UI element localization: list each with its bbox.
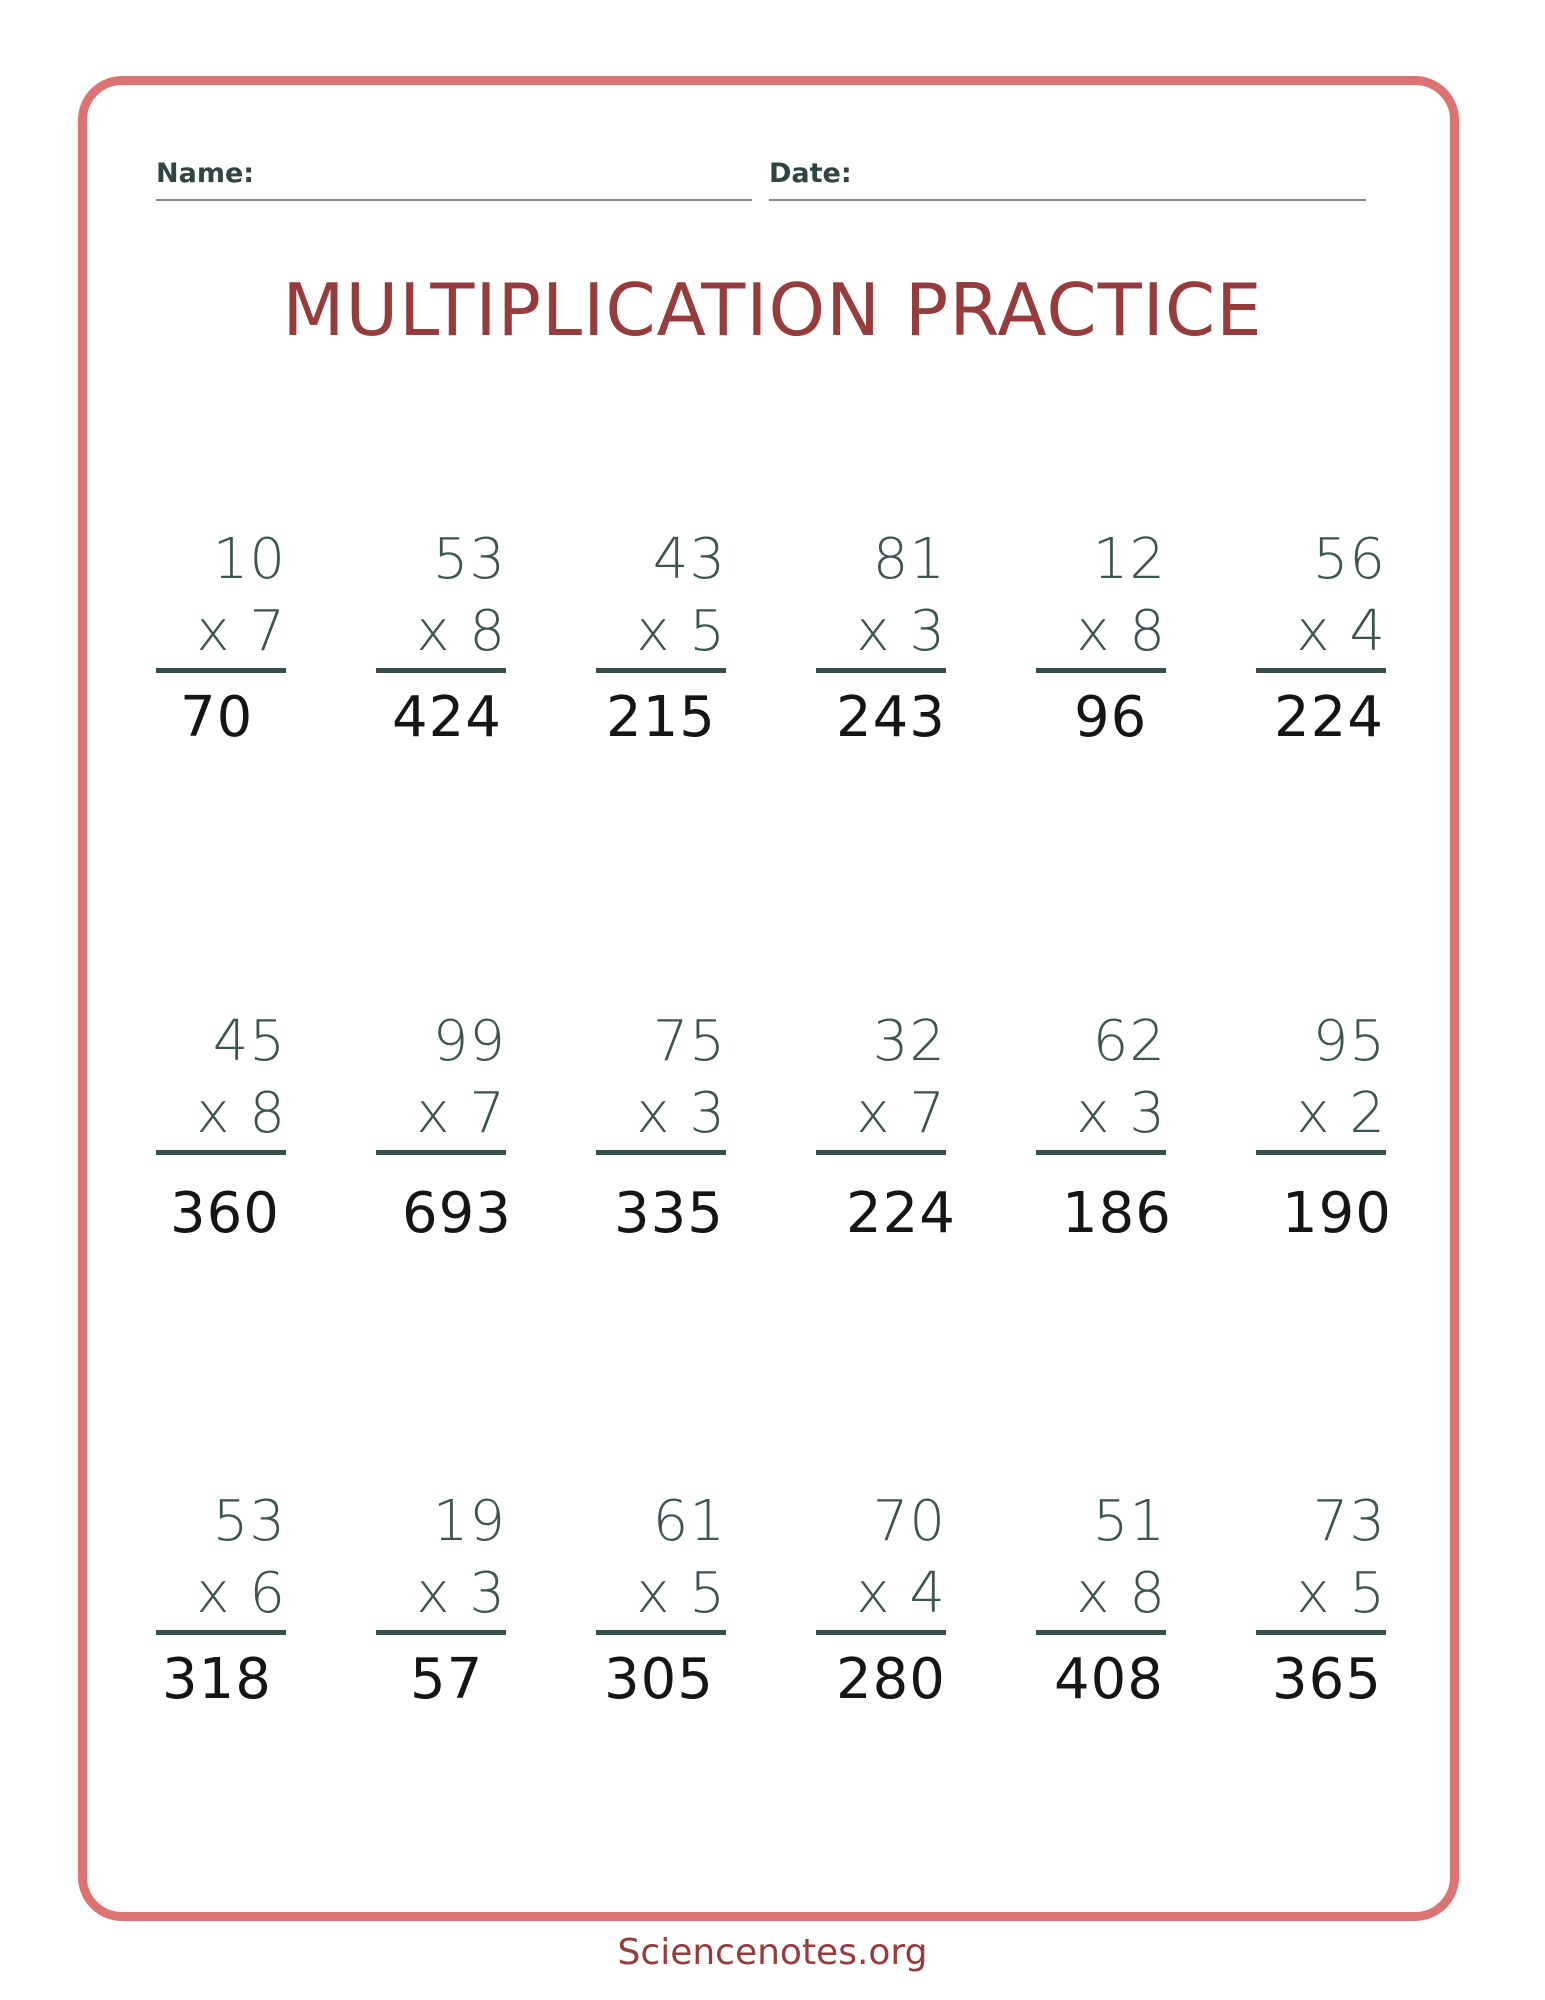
answer: 215: [606, 685, 716, 750]
multiplier: x 3: [636, 1081, 726, 1146]
problem-2-6: [1256, 1009, 1392, 1246]
multiplicand: 19: [432, 1489, 506, 1554]
multiplicand: 12: [1092, 527, 1166, 592]
multiplier: x 3: [856, 599, 946, 664]
multiplicand: 43: [652, 527, 726, 592]
answer-rule: [816, 1630, 946, 1635]
problem-1-1: [156, 527, 286, 762]
multiplier: x 2: [1296, 1081, 1386, 1146]
multiplier: x 8: [1076, 1561, 1166, 1626]
date-line[interactable]: [769, 199, 1366, 201]
problem-2-3: [596, 1009, 726, 1246]
multiplier: x 5: [636, 1561, 726, 1626]
answer: 224: [1274, 685, 1384, 750]
answer-rule: [376, 1150, 506, 1155]
answer: 305: [604, 1647, 714, 1712]
answer-rule: [156, 668, 286, 673]
footer-site-name: Sciencenotes.org: [617, 1932, 928, 1973]
multiplicand: 53: [212, 1489, 286, 1554]
answer-rule: [596, 668, 726, 673]
answer: 335: [614, 1181, 724, 1246]
answer: 408: [1054, 1647, 1164, 1712]
problem-3-1: [156, 1489, 286, 1724]
problem-2-4: [816, 1009, 956, 1246]
answer-rule: [376, 668, 506, 673]
multiplier: x 4: [856, 1561, 946, 1626]
problem-2-5: [1036, 1009, 1172, 1246]
multiplicand: 53: [432, 527, 506, 592]
multiplier: x 5: [1296, 1561, 1386, 1626]
multiplicand: 32: [872, 1009, 946, 1074]
problem-3-2: [376, 1489, 506, 1724]
multiplicand: 95: [1312, 1009, 1386, 1074]
multiplicand: 51: [1092, 1489, 1166, 1554]
answer-rule: [816, 668, 946, 673]
multiplicand: 45: [212, 1009, 286, 1074]
multiplicand: 56: [1312, 527, 1386, 592]
answer: 243: [836, 685, 946, 750]
answer: 96: [1074, 685, 1148, 750]
multiplicand: 73: [1312, 1489, 1386, 1554]
answer-rule: [1036, 668, 1166, 673]
problem-1-4: [816, 527, 946, 762]
answer: 365: [1272, 1647, 1382, 1712]
multiplicand: 99: [432, 1009, 506, 1074]
answer: 186: [1062, 1181, 1172, 1246]
answer: 693: [402, 1181, 512, 1246]
problem-3-4: [816, 1489, 946, 1724]
problem-1-2: [376, 527, 506, 762]
answer-rule: [596, 1150, 726, 1155]
answer: 70: [180, 685, 254, 750]
multiplier: x 3: [416, 1561, 506, 1626]
answer-rule: [596, 1630, 726, 1635]
multiplier: x 3: [1076, 1081, 1166, 1146]
multiplier: x 6: [196, 1561, 286, 1626]
answer: 190: [1282, 1181, 1392, 1246]
multiplier: x 8: [416, 599, 506, 664]
multiplier: x 8: [196, 1081, 286, 1146]
multiplier: x 8: [1076, 599, 1166, 664]
answer-rule: [156, 1630, 286, 1635]
answer: 318: [162, 1647, 272, 1712]
answer-rule: [1036, 1630, 1166, 1635]
answer-rule: [156, 1150, 286, 1155]
name-label: Name:: [156, 158, 255, 189]
problem-3-6: [1256, 1489, 1386, 1724]
page-title: MULTIPLICATION PRACTICE: [282, 268, 1263, 352]
name-line[interactable]: [156, 199, 752, 201]
problem-3-3: [596, 1489, 726, 1724]
answer: 280: [836, 1647, 946, 1712]
multiplier: x 7: [416, 1081, 506, 1146]
multiplicand: 75: [652, 1009, 726, 1074]
problem-2-1: [156, 1009, 286, 1246]
multiplicand: 62: [1092, 1009, 1166, 1074]
problem-1-5: [1036, 527, 1166, 762]
answer: 57: [410, 1647, 484, 1712]
answer-rule: [1256, 1150, 1386, 1155]
answer-rule: [1256, 668, 1386, 673]
problem-3-5: [1036, 1489, 1166, 1724]
multiplier: x 5: [636, 599, 726, 664]
date-label: Date:: [769, 158, 852, 189]
answer: 224: [846, 1181, 956, 1246]
multiplicand: 61: [652, 1489, 726, 1554]
answer-rule: [1036, 1150, 1166, 1155]
multiplier: x 7: [196, 599, 286, 664]
multiplier: x 7: [856, 1081, 946, 1146]
answer: 360: [170, 1181, 280, 1246]
multiplier: x 4: [1296, 599, 1386, 664]
answer-rule: [816, 1150, 946, 1155]
answer-rule: [1256, 1630, 1386, 1635]
multiplicand: 10: [212, 527, 286, 592]
problem-2-2: [376, 1009, 512, 1246]
answer: 424: [392, 685, 502, 750]
answer-rule: [376, 1630, 506, 1635]
multiplicand: 70: [872, 1489, 946, 1554]
multiplicand: 81: [872, 527, 946, 592]
problem-1-3: [596, 527, 726, 762]
problem-1-6: [1256, 527, 1386, 762]
